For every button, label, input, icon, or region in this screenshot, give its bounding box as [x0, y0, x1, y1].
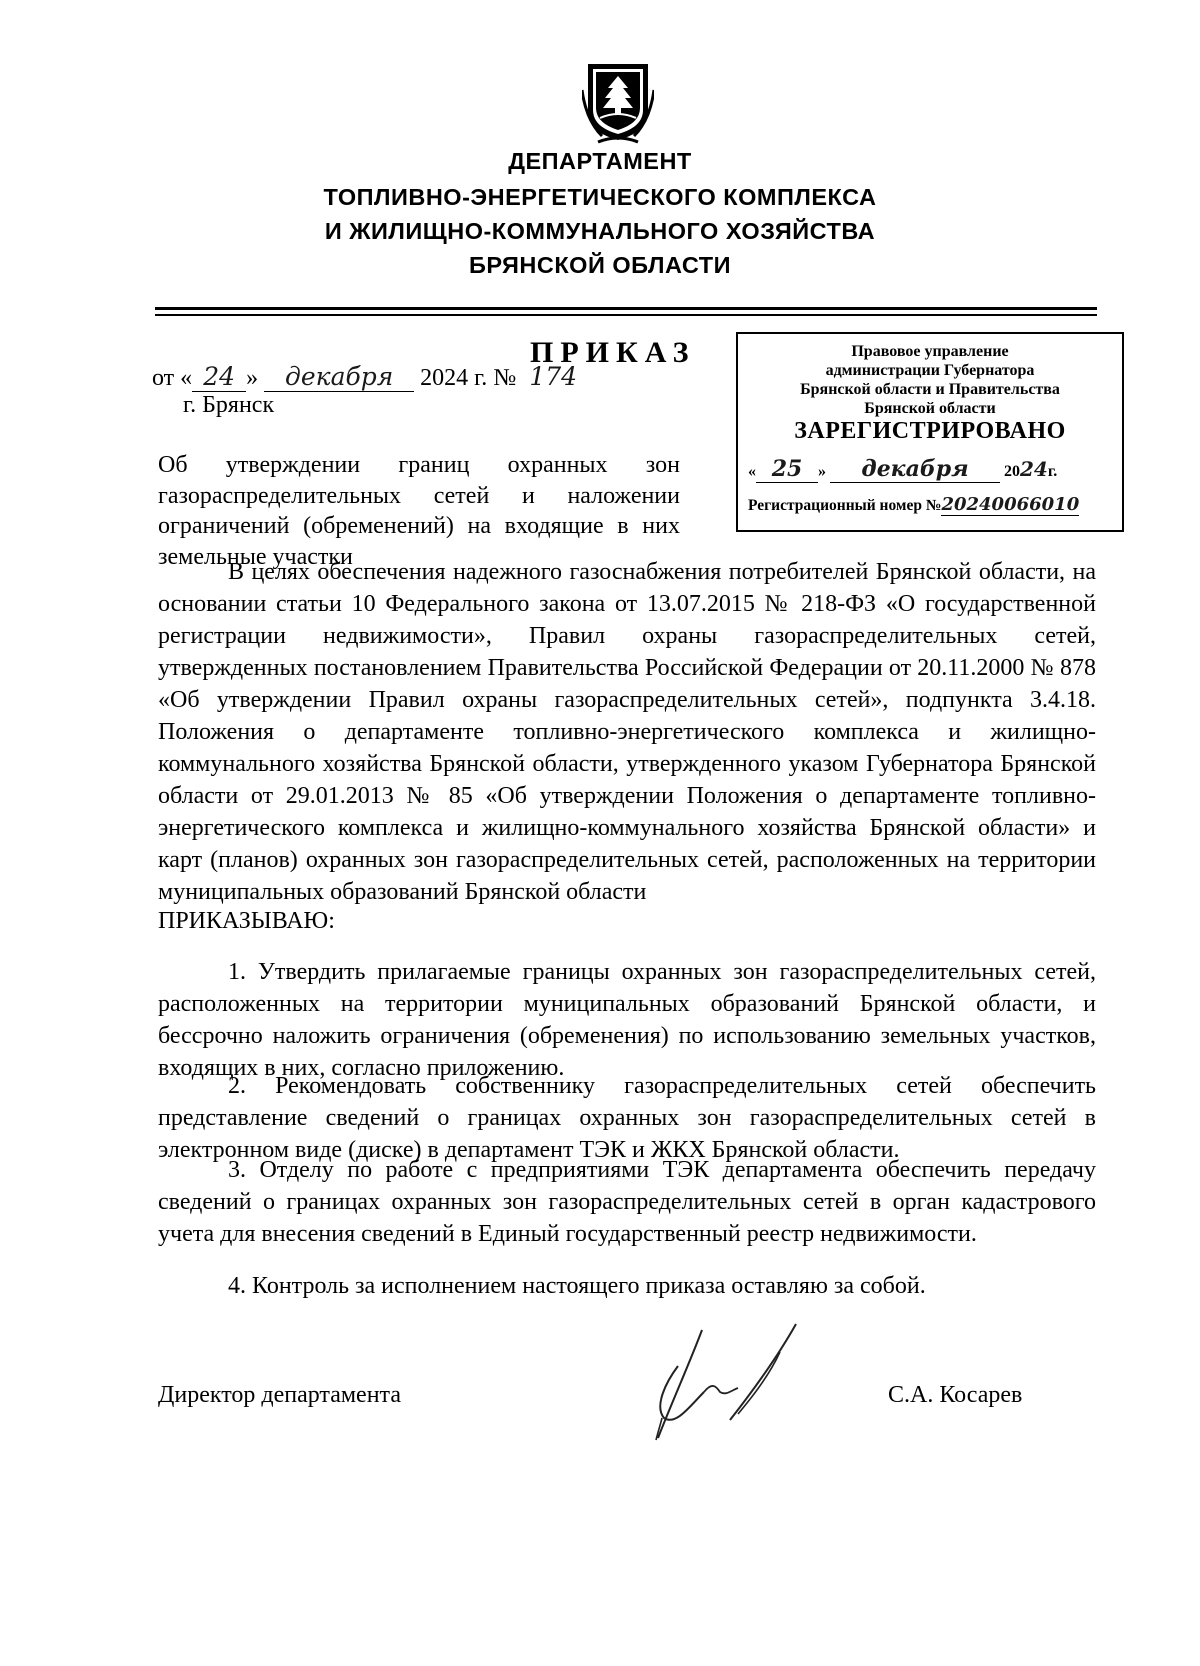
stamp-registered: ЗАРЕГИСТРИРОВАНО	[794, 418, 1066, 444]
order-item-3: 3. Отделу по работе с предприятиями ТЭК департамента обеспечить передачу сведений о границах охранных зон газораспределительных сетей в орган кадастрового учета для внесения сведений в Единый государственный реестр недвижимости.	[158, 1157, 1096, 1247]
signatory-name: С.А. Косарев	[888, 1382, 1023, 1408]
order-city: г. Брянск	[183, 392, 275, 418]
handwritten-signature-icon	[620, 1322, 820, 1442]
stamp-line-4: Брянской области	[864, 400, 996, 417]
order-date-line	[152, 362, 584, 392]
stamp-month: декабря	[830, 456, 1000, 483]
order-year: 2024 г.	[420, 365, 488, 391]
order-subject: Об утверждении границ охранных зон газораспределительных сетей и наложении ограничений (обременений) на входящие в них земельные участки	[158, 452, 680, 570]
stamp-date-line: « 25 » декабря 2024г.	[748, 456, 1058, 482]
order-number: 174	[529, 362, 578, 391]
preamble-paragraph: В целях обеспечения надежного газоснабжения потребителей Брянской области, на основании статьи 10 Федерального закона от 13.07.2015 № 218-ФЗ «О государственной регистрации недвижимости», Правил охраны газораспределительных сетей, утвержденных постановлением Правительства Российской Федерации от 20.11.2000 № 878 «Об утверждении Правил охраны газораспределительных сетей», подпункта 3.4.18. Положения о департаменте топливно-энергетического комплекса и жилищно-коммунального хозяйства Брянской области, утвержденного указом Губернатора Брянской области от 29.01.2013 № 85 «Об утверждении Положения о департаменте топливно-энергетического комплекса и жилищно-коммунального хозяйства Брянской области» и карт (планов) охранных зон газораспределительных сетей, расположенных на территории муниципальных образований Брянской области	[158, 559, 1096, 905]
order-item-2: 2. Рекомендовать собственнику газораспределительных сетей обеспечить представление сведений о границах охранных зон газораспределительных сетей в электронном виде (диске) в департамент ТЭК и ЖКХ Брянской области.	[158, 1073, 1096, 1163]
header-divider	[155, 307, 1097, 310]
stamp-day: 25	[756, 456, 818, 483]
department-title-line-4: БРЯНСКОЙ ОБЛАСТИ	[469, 252, 731, 278]
stamp-year-suffix: 24	[1020, 457, 1048, 481]
stamp-year-unit: г.	[1047, 463, 1058, 480]
header-divider-thin	[155, 314, 1097, 316]
department-title-line-3: И ЖИЛИЩНО-КОММУНАЛЬНОГО ХОЗЯЙСТВА	[324, 218, 876, 244]
signatory-position: Директор департамента	[158, 1382, 401, 1408]
quote-close: »	[246, 365, 259, 391]
order-item-1: 1. Утвердить прилагаемые границы охранных зон газораспределительных сетей, расположенных на территории муниципальных образований Брянской области, и бессрочно наложить ограничения (обременения) по использованию земельных участков, входящих в них, согласно приложению.	[158, 959, 1096, 1081]
stamp-year-prefix: 20	[1004, 463, 1020, 480]
registration-stamp	[736, 332, 1124, 532]
order-day: 24	[192, 362, 246, 392]
stamp-reg-line	[748, 494, 1120, 515]
stamp-line-2: администрации Губернатора	[825, 362, 1035, 379]
stamp-reg-label: Регистрационный номер №	[748, 497, 942, 514]
stamp-line-1: Правовое управление	[851, 343, 1009, 360]
order-month: декабря	[264, 362, 414, 392]
order-word: ПРИКАЗЫВАЮ:	[158, 908, 335, 934]
number-label: №	[493, 365, 517, 391]
order-item-4: 4. Контроль за исполнением настоящего приказа оставляю за собой.	[228, 1273, 926, 1299]
stamp-line-3: Брянской области и Правительства	[800, 381, 1060, 398]
document-type-title: ПРИКАЗ	[530, 336, 696, 369]
from-label: от «	[152, 365, 193, 391]
stamp-reg-number: 20240066010	[941, 494, 1080, 515]
department-title-line-1: ДЕПАРТАМЕНТ	[508, 148, 692, 174]
coat-of-arms-icon	[582, 60, 654, 144]
department-title-line-2: ТОПЛИВНО-ЭНЕРГЕТИЧЕСКОГО КОМПЛЕКСА	[323, 184, 877, 210]
